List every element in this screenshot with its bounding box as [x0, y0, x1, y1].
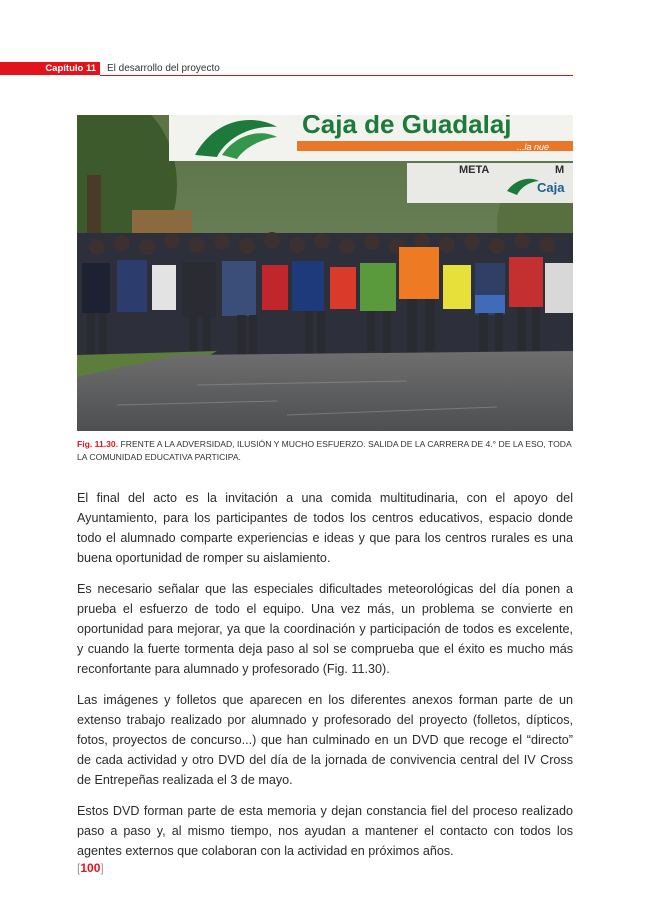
finish-banner: [407, 163, 573, 203]
sponsor-banner: [169, 115, 573, 161]
svg-text:M: M: [555, 164, 565, 176]
figure-number: Fig. 11.30.: [77, 439, 119, 449]
race-start-photo: [77, 115, 573, 431]
running-header: [0, 62, 573, 76]
svg-text:Caja: Caja: [537, 180, 565, 195]
page-number-open-bracket: [: [77, 861, 81, 875]
chapter-title: El desarrollo del proyecto: [107, 63, 220, 74]
page-number-value: 100: [80, 861, 101, 875]
paragraph: Estos DVD forman parte de esta memoria y dejan constancia fiel del proceso realizado paso a paso y, al mismo tiempo, nos ayudan a mantener el contacto con todos los agentes externos que colaboran con la actividad en próximos años.: [77, 804, 573, 858]
paragraph: Es necesario señalar que las especiales dificultades meteorológicas del día ponen a prueba el esfuerzo de todo el equipo. Una vez más, un problema se convierte en oportunidad para mejorar, ya que la coordinación y participación de todos es excelente, y cuando la fuerte tormenta deja paso al sol se comprueba que el éxito es mucho más reconfortante para alumnado y profesorado (Fig. 11.30).: [77, 582, 573, 676]
svg-text:Caja de Guadalaj: Caja de Guadalaj: [302, 115, 512, 139]
page-number-close-bracket: ]: [100, 861, 104, 875]
figure-caption: [77, 438, 573, 464]
header-rule: [100, 75, 573, 76]
figure-caption-text: FRENTE A LA ADVERSIDAD, ILUSIÓN Y MUCHO ESFUERZO. SALIDA DE LA CARRERA DE 4.° DE LA ESO, TODA LA COMUNIDAD EDUCATIVA PARTICIPA.: [77, 439, 572, 462]
body-text: [77, 488, 573, 872]
svg-text:...la nue: ...la nue: [517, 142, 550, 152]
paragraph: Las imágenes y folletos que aparecen en los diferentes anexos forman parte de un extenso trabajo realizado por alumnado y profesorado del proyecto (folletos, dípticos, fotos, proyectos de concurso...) que han culminado en un DVD que recoge el “directo” de cada actividad y otro DVD del día de la jornada de convivencia central del IV Cross de Entrepeñas realizada el 3 de mayo.: [77, 693, 573, 787]
chapter-label: Capítulo 11: [0, 62, 100, 75]
paragraph: El final del acto es la invitación a una comida multitudinaria, con el apoyo del Ayuntamiento, para los participantes de todos los centros educativos, espacio donde todo el alumnado comparte experiencias e ideas y que para los centros rurales es una buena oportunidad de romper su aislamiento.: [77, 491, 573, 565]
page-number: [77, 860, 104, 876]
wet-road: [77, 351, 573, 431]
svg-text:META: META: [459, 164, 490, 176]
